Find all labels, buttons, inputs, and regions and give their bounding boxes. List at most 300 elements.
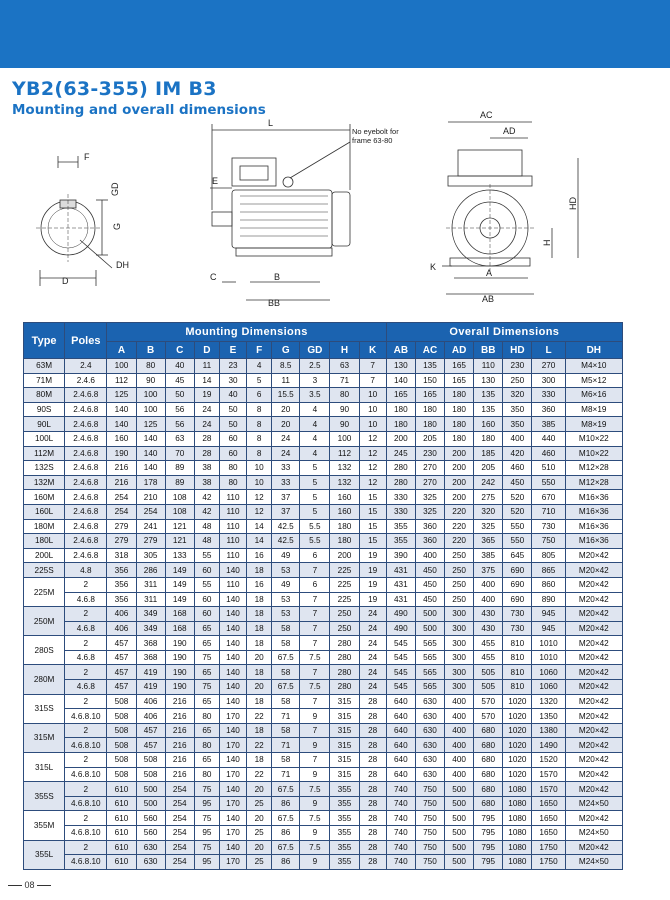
dimension-cell: 450 [503, 475, 532, 490]
dimension-cell: 365 [474, 534, 503, 549]
dimension-cell: 565 [415, 636, 444, 651]
table-row [24, 402, 623, 417]
dimension-cell: 140 [219, 621, 246, 636]
poles-cell: 4.6.8.10 [65, 767, 107, 782]
dimension-cell: 1080 [503, 782, 532, 797]
dimension-cell: 810 [503, 636, 532, 651]
dimension-cell: 20 [247, 840, 272, 855]
dimension-cell: 400 [474, 592, 503, 607]
motor-type-cell: 315S [24, 694, 65, 723]
dimension-cell: 630 [136, 840, 165, 855]
dimension-cell: 10 [359, 417, 386, 432]
dimension-cell: 100 [136, 402, 165, 417]
dimension-cell: 9 [300, 767, 330, 782]
dimension-cell: 210 [136, 490, 165, 505]
page-subtitle: Mounting and overall dimensions [12, 102, 266, 118]
table-row [24, 592, 623, 607]
dimension-cell: 320 [474, 504, 503, 519]
dimension-cell: 280 [330, 680, 359, 695]
dimension-cell: 56 [165, 417, 194, 432]
dimension-cell: 740 [386, 782, 415, 797]
dimension-cell: 49 [272, 548, 300, 563]
label-F: F [84, 152, 90, 162]
dimension-cell: 550 [503, 519, 532, 534]
dimension-cell: 130 [386, 359, 415, 374]
dimension-cell: 112 [107, 373, 136, 388]
dimension-cell: 200 [445, 490, 474, 505]
dimension-cell: 18 [247, 723, 272, 738]
dimension-cell: 560 [136, 811, 165, 826]
dimension-cell: 270 [415, 475, 444, 490]
dimension-cell: M20×42 [565, 563, 622, 578]
table-row [24, 519, 623, 534]
dimension-cell: 12 [359, 446, 386, 461]
dimension-cell: 205 [415, 431, 444, 446]
dimension-cell: 250 [330, 621, 359, 636]
dimension-cell: 355 [330, 855, 359, 870]
poles-cell: 4.6.8 [65, 592, 107, 607]
dimension-cell: 630 [136, 855, 165, 870]
dimension-cell: 508 [107, 738, 136, 753]
dimension-cell: 1020 [503, 723, 532, 738]
dimension-cell: 690 [503, 577, 532, 592]
dimension-cell: 280 [330, 665, 359, 680]
dimension-cell: 400 [445, 753, 474, 768]
dimension-cell: 490 [386, 607, 415, 622]
dimension-cell: 185 [474, 446, 503, 461]
dimension-cell: 80 [219, 475, 246, 490]
dimension-cell: 135 [474, 388, 503, 403]
dimension-cell: 165 [415, 388, 444, 403]
dimension-table-wrapper [23, 322, 623, 870]
dimension-cell: 8.5 [272, 359, 300, 374]
dimension-cell: 18 [247, 636, 272, 651]
dimension-cell: 4 [300, 431, 330, 446]
dimension-cell: 730 [503, 607, 532, 622]
dimension-cell: M8×19 [565, 417, 622, 432]
dimension-cell: 730 [532, 519, 565, 534]
dimension-cell: 406 [107, 621, 136, 636]
table-row [24, 665, 623, 680]
dimension-cell: 19 [194, 388, 219, 403]
dimension-cell: M16×36 [565, 534, 622, 549]
dimension-cell: 110 [474, 359, 503, 374]
motor-type-cell: 200L [24, 548, 65, 563]
dimension-cell: 795 [474, 811, 503, 826]
dimension-cell: 19 [359, 592, 386, 607]
dimension-cell: 90 [136, 373, 165, 388]
col-H: H [330, 342, 359, 359]
dimension-cell: 9 [300, 826, 330, 841]
dimension-cell: 200 [445, 461, 474, 476]
dimension-cell: 610 [107, 782, 136, 797]
dimension-cell: 945 [532, 621, 565, 636]
dimension-cell: 1080 [503, 826, 532, 841]
dimension-cell: 640 [386, 753, 415, 768]
dimension-cell: 740 [386, 796, 415, 811]
dimension-cell: 216 [107, 461, 136, 476]
dimension-cell: 71 [272, 738, 300, 753]
dimension-cell: 216 [165, 723, 194, 738]
dimension-cell: 70 [165, 446, 194, 461]
dimension-cell: 65 [194, 753, 219, 768]
dimension-cell: 7 [300, 665, 330, 680]
label-B: B [274, 272, 281, 282]
motor-type-cell: 80M [24, 388, 65, 403]
dimension-cell: 24 [272, 446, 300, 461]
dimension-cell: 30 [219, 373, 246, 388]
dimension-cell: 180 [445, 431, 474, 446]
dimension-cell: 490 [386, 621, 415, 636]
dimension-cell: 150 [415, 373, 444, 388]
dimension-cell: 740 [386, 811, 415, 826]
dimension-cell: 140 [219, 665, 246, 680]
dimension-cell: 12 [359, 475, 386, 490]
dimension-cell: 630 [415, 753, 444, 768]
dimension-cell: M20×42 [565, 621, 622, 636]
dimension-cell: 58 [272, 636, 300, 651]
dimension-cell: 170 [219, 767, 246, 782]
header-type: Type [24, 323, 65, 359]
dimension-cell: 280 [386, 475, 415, 490]
poles-cell: 2.4 [65, 359, 107, 374]
poles-cell: 2 [65, 782, 107, 797]
dimension-cell: 22 [247, 738, 272, 753]
dimension-cell: 610 [107, 811, 136, 826]
dimension-cell: 140 [219, 680, 246, 695]
dimension-cell: 71 [272, 709, 300, 724]
col-AD: AD [445, 342, 474, 359]
dimension-cell: 508 [107, 723, 136, 738]
dimension-cell: 680 [474, 738, 503, 753]
dimension-cell: 8 [247, 417, 272, 432]
dimension-cell: M16×36 [565, 504, 622, 519]
dimension-cell: 7.5 [300, 840, 330, 855]
dimension-cell: 135 [415, 359, 444, 374]
dimension-cell: 130 [474, 373, 503, 388]
dimension-cell: 400 [445, 709, 474, 724]
dimension-cell: 80 [219, 461, 246, 476]
dimension-cell: 58 [272, 694, 300, 709]
page-footer [8, 880, 51, 890]
motor-type-cell: 71M [24, 373, 65, 388]
dimension-cell: M20×42 [565, 767, 622, 782]
dimension-cell: 90 [330, 402, 359, 417]
dimension-cell: 355 [330, 826, 359, 841]
dimension-cell: 279 [136, 534, 165, 549]
dimension-cell: 275 [474, 490, 503, 505]
dimension-cell: 1650 [532, 811, 565, 826]
table-row [24, 811, 623, 826]
dimension-cell: 42 [194, 490, 219, 505]
dimension-cell: 3 [300, 373, 330, 388]
dimension-cell: 58 [272, 723, 300, 738]
dimension-cell: 4 [300, 417, 330, 432]
dimension-cell: 200 [386, 431, 415, 446]
motor-type-cell: 90S [24, 402, 65, 417]
dimension-cell: 500 [445, 811, 474, 826]
dimension-cell: 12 [359, 461, 386, 476]
dimension-cell: 300 [445, 636, 474, 651]
motor-type-cell: 180M [24, 519, 65, 534]
dimension-cell: 375 [474, 563, 503, 578]
dimension-cell: 140 [219, 563, 246, 578]
dimension-cell: 5 [300, 490, 330, 505]
dimension-cell: 7.5 [300, 811, 330, 826]
dimension-cell: 65 [194, 723, 219, 738]
dimension-cell: 500 [445, 796, 474, 811]
dimension-cell: 318 [107, 548, 136, 563]
dimension-cell: 110 [219, 534, 246, 549]
dimension-cell: 315 [330, 753, 359, 768]
table-row [24, 548, 623, 563]
dimension-cell: 750 [415, 782, 444, 797]
dimension-cell: 630 [415, 723, 444, 738]
dimension-cell: 140 [219, 753, 246, 768]
dimension-cell: 80 [330, 388, 359, 403]
dimension-cell: 368 [136, 650, 165, 665]
table-row [24, 359, 623, 374]
table-row [24, 694, 623, 709]
dimension-cell: 400 [445, 738, 474, 753]
dimension-table-body [24, 359, 623, 870]
dimension-cell: 400 [445, 767, 474, 782]
dimension-cell: 360 [532, 402, 565, 417]
dimension-cell: 60 [194, 607, 219, 622]
poles-cell: 4.6.8.10 [65, 709, 107, 724]
dimension-cell: 49 [272, 577, 300, 592]
poles-cell: 2 [65, 811, 107, 826]
col-L: L [532, 342, 565, 359]
dimension-cell: 220 [445, 519, 474, 534]
dimension-cell: 610 [107, 855, 136, 870]
dimension-cell: 37 [272, 504, 300, 519]
dimension-cell: 23 [219, 359, 246, 374]
dimension-cell: 680 [474, 782, 503, 797]
dimension-cell: 500 [136, 782, 165, 797]
dimension-cell: 431 [386, 577, 415, 592]
motor-type-cell: 160M [24, 490, 65, 505]
dimension-cell: 245 [386, 446, 415, 461]
dimension-cell: 250 [445, 577, 474, 592]
table-row [24, 388, 623, 403]
dimension-cell: 200 [330, 548, 359, 563]
dimension-cell: 140 [107, 417, 136, 432]
dimension-cell: 20 [247, 680, 272, 695]
header-band [0, 0, 670, 68]
dimension-cell: 56 [165, 402, 194, 417]
dimension-cell: 320 [503, 388, 532, 403]
dimension-cell: 1570 [532, 782, 565, 797]
dimension-cell: 25 [247, 796, 272, 811]
dimension-cell: 1650 [532, 796, 565, 811]
dimension-cell: 330 [386, 504, 415, 519]
dimension-cell: 630 [415, 694, 444, 709]
dimension-cell: 1020 [503, 694, 532, 709]
dimension-cell: 190 [165, 636, 194, 651]
dimension-cell: 690 [503, 563, 532, 578]
dimension-cell: 241 [136, 519, 165, 534]
dimension-cell: 254 [165, 782, 194, 797]
dimension-cell: 350 [503, 402, 532, 417]
dimension-cell: 67.5 [272, 680, 300, 695]
dimension-cell: 65 [194, 665, 219, 680]
dimension-cell: 90 [330, 417, 359, 432]
motor-type-cell: 225S [24, 563, 65, 578]
dimension-cell: 457 [107, 636, 136, 651]
dimension-cell: 1020 [503, 753, 532, 768]
dimension-cell: 28 [359, 694, 386, 709]
col-B: B [136, 342, 165, 359]
table-row [24, 446, 623, 461]
dimension-cell: M8×19 [565, 402, 622, 417]
table-row [24, 563, 623, 578]
dimension-cell: 24 [359, 621, 386, 636]
dimension-table [23, 322, 623, 870]
dimension-cell: 1010 [532, 650, 565, 665]
dimension-cell: 505 [474, 665, 503, 680]
dimension-cell: 400 [415, 548, 444, 563]
dimension-cell: 254 [107, 490, 136, 505]
dimension-cell: 18 [247, 592, 272, 607]
dimension-cell: 355 [330, 782, 359, 797]
dimension-cell: 75 [194, 680, 219, 695]
dimension-cell: 750 [532, 534, 565, 549]
dimension-cell: 5 [247, 373, 272, 388]
dimension-cell: M16×36 [565, 490, 622, 505]
dimension-cell: 63 [165, 431, 194, 446]
dimension-cell: 14 [247, 534, 272, 549]
dimension-cell: 225 [330, 577, 359, 592]
table-row [24, 855, 623, 870]
table-row [24, 723, 623, 738]
dimension-cell: 132 [330, 461, 359, 476]
dimension-cell: 19 [359, 548, 386, 563]
dimension-cell: 28 [359, 782, 386, 797]
dimension-cell: 2.5 [300, 359, 330, 374]
dimension-cell: 50 [219, 402, 246, 417]
dimension-cell: 140 [107, 402, 136, 417]
header-mounting-dimensions: Mounting Dimensions [107, 323, 386, 342]
dimension-cell: 355 [330, 811, 359, 826]
dimension-cell: 20 [272, 417, 300, 432]
dimension-cell: 7.5 [300, 680, 330, 695]
label-GD: GD [110, 182, 120, 196]
dimension-cell: 315 [330, 723, 359, 738]
dimension-cell: 610 [107, 826, 136, 841]
dimension-cell: 419 [136, 680, 165, 695]
dimension-cell: 8 [247, 431, 272, 446]
poles-cell: 2.4.6.8 [65, 534, 107, 549]
dimension-cell: M20×42 [565, 665, 622, 680]
dimension-cell: 132 [330, 475, 359, 490]
dimension-cell: 565 [415, 665, 444, 680]
dimension-cell: 220 [445, 534, 474, 549]
dimension-cell: 149 [165, 577, 194, 592]
dimension-cell: 25 [247, 826, 272, 841]
page-title: YB2(63-355) IM B3 [12, 78, 217, 100]
dimension-cell: 180 [415, 417, 444, 432]
poles-cell: 2.4.6.8 [65, 519, 107, 534]
dimension-cell: 75 [194, 782, 219, 797]
dimension-cell: 178 [136, 475, 165, 490]
dimension-cell: 71 [330, 373, 359, 388]
dimension-cell: 508 [136, 767, 165, 782]
dimension-cell: 19 [359, 563, 386, 578]
dimension-cell: 640 [386, 738, 415, 753]
dimension-cell: 7 [300, 607, 330, 622]
dimension-cell: 40 [165, 359, 194, 374]
dimension-cell: 8 [247, 402, 272, 417]
dimension-cell: M24×50 [565, 855, 622, 870]
dimension-cell: 28 [359, 826, 386, 841]
dimension-cell: 545 [386, 636, 415, 651]
dimension-cell: 10 [247, 475, 272, 490]
dimension-cell: 330 [386, 490, 415, 505]
table-row [24, 461, 623, 476]
dimension-cell: 216 [107, 475, 136, 490]
dimension-cell: M20×42 [565, 577, 622, 592]
table-row [24, 709, 623, 724]
table-row [24, 373, 623, 388]
dimension-cell: 455 [474, 636, 503, 651]
dimension-cell: 125 [107, 388, 136, 403]
dimension-cell: 170 [219, 796, 246, 811]
dimension-cell: M20×42 [565, 738, 622, 753]
dimension-cell: 406 [136, 709, 165, 724]
dimension-cell: 140 [219, 650, 246, 665]
table-row [24, 636, 623, 651]
dimension-cell: 9 [300, 855, 330, 870]
dimension-cell: 7 [300, 723, 330, 738]
dimension-cell: 400 [445, 723, 474, 738]
table-row [24, 767, 623, 782]
dimension-cell: 385 [532, 417, 565, 432]
dimension-cell: 180 [445, 402, 474, 417]
dimension-cell: 225 [330, 563, 359, 578]
dimension-cell: M24×50 [565, 826, 622, 841]
dimension-cell: 1750 [532, 855, 565, 870]
dimension-cell: 1020 [503, 767, 532, 782]
table-row [24, 796, 623, 811]
dimension-cell: 300 [532, 373, 565, 388]
poles-cell: 2.4.6.8 [65, 475, 107, 490]
col-HD: HD [503, 342, 532, 359]
dimension-cell: 430 [474, 621, 503, 636]
table-row [24, 738, 623, 753]
table-row [24, 475, 623, 490]
motor-type-cell: 112M [24, 446, 65, 461]
dimension-cell: 42 [194, 504, 219, 519]
dimension-cell: 645 [503, 548, 532, 563]
dimension-cell: 12 [247, 490, 272, 505]
dimension-cell: 10 [247, 461, 272, 476]
poles-cell: 2 [65, 723, 107, 738]
dimension-cell: 14 [194, 373, 219, 388]
dimension-cell: 570 [474, 709, 503, 724]
dimension-cell: 216 [165, 767, 194, 782]
dimension-cell: 250 [445, 548, 474, 563]
dimension-cell: 205 [474, 461, 503, 476]
dimension-cell: 630 [415, 709, 444, 724]
dimension-cell: 16 [247, 577, 272, 592]
dimension-cell: M10×22 [565, 431, 622, 446]
dimension-cell: 280 [330, 650, 359, 665]
label-C: C [210, 272, 217, 282]
dimension-cell: 750 [415, 796, 444, 811]
dimension-cell: 125 [136, 417, 165, 432]
poles-cell: 4.8 [65, 563, 107, 578]
